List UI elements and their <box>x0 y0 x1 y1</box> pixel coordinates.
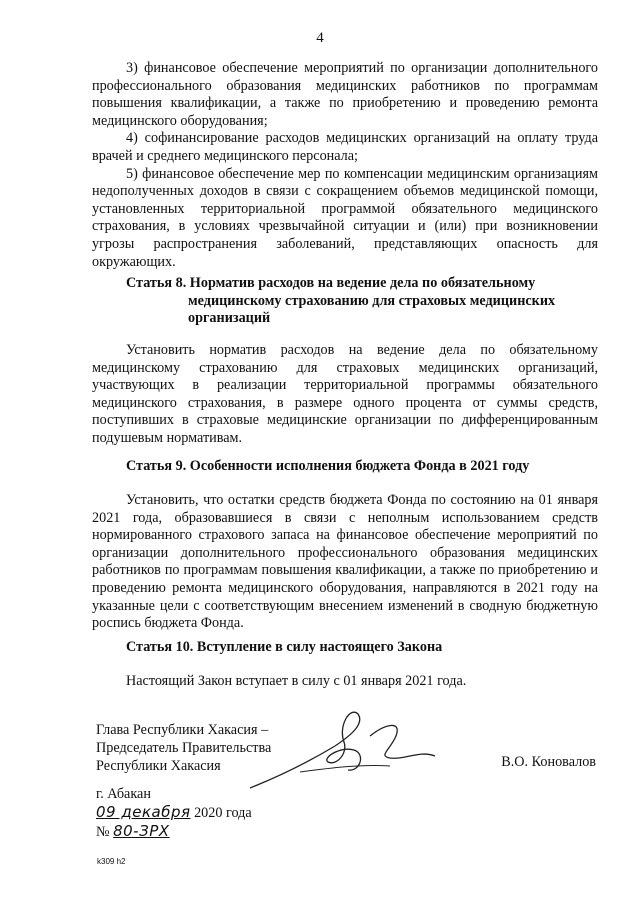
position-line-2: Председатель Правительства <box>96 739 272 756</box>
law-number <box>96 822 170 841</box>
article-9-title: Статья 9. Особенности исполнения бюджета Фонда в 2021 году <box>126 458 530 474</box>
list-continuation <box>92 60 598 271</box>
article-10-title: Статья 10. Вступление в силу настоящего Закона <box>126 639 443 655</box>
signatory-name: В.О. Коновалов <box>501 754 596 770</box>
position-line-1: Глава Республики Хакасия – <box>96 722 269 738</box>
article-9-heading-block <box>126 458 596 476</box>
place-of-signing: г. Абакан <box>96 786 151 802</box>
article-10-body <box>92 673 598 691</box>
list-item-4: 4) софинансирование расходов медицинских организаций на оплату труда врачей и среднего медицинского персонала; <box>92 130 598 164</box>
article-9-body <box>92 492 598 633</box>
article-8-heading-block <box>126 275 596 328</box>
number-sign: № <box>96 824 110 840</box>
article-8-title: Статья 8. Норматив расходов на ведение дела по обязательному медицинскому страхованию для страховых медицинских организаций <box>126 275 556 327</box>
page-number: 4 <box>316 30 324 46</box>
article-8-body <box>92 342 598 448</box>
handwritten-number: 80-ЗРХ <box>113 822 170 840</box>
handwritten-date: 09 декабря <box>96 803 191 821</box>
article-9-text: Установить, что остатки средств бюджета Фонда по состоянию на 01 января 2021 года, образовавшиеся в связи с неполным использованием средств нормированного страхового запаса на финансовое обеспечение мероприятий по организации дополнительного профессионального образования медицинских работников по программам повышения квалификации, а также по приобретению и проведению ремонта медицинского оборудования, направляются в 2021 году на указанные цели с соответствующим внесением изменений в сводную бюджетную роспись бюджета Фонда. <box>92 492 598 632</box>
date-year: 2020 года <box>194 805 252 821</box>
article-10-heading-block <box>126 639 596 657</box>
list-item-5: 5) финансовое обеспечение мер по компенсации медицинским организациям недополученных доходов в связи с сокращением объемов медицинской помощи, установленных территориальной программой обязательного медицинского страхования, в условиях чрезвычайной ситуации и (или) при возникновении угрозы распространения заболеваний, представляющих опасность для окружающих. <box>92 165 598 270</box>
handwritten-signature <box>240 706 450 796</box>
article-8-text: Установить норматив расходов на ведение дела по обязательному медицинскому страхованию для страховых медицинских организаций, участвующих в реализации территориальной программы обязательного медицинского страхования, в размере одного процента от суммы средств, поступивших в страховые медицинские организации по дифференцированным подушевым нормативам. <box>92 342 598 446</box>
position-line-3: Республики Хакасия <box>96 757 221 774</box>
article-10-text: Настоящий Закон вступает в силу с 01 января 2021 года. <box>126 673 467 689</box>
document-code: k309 h2 <box>97 857 126 866</box>
list-item-3: 3) финансовое обеспечение мероприятий по организации дополнительного профессионального образования медицинских работников по программам повышения квалификации, а также по приобретению и проведению ремонта медицинского оборудования; <box>92 60 598 129</box>
signing-date <box>96 803 252 822</box>
